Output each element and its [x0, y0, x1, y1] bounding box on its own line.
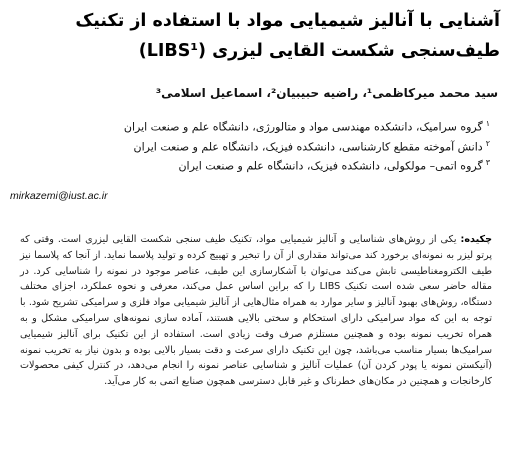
- abstract-label: چکیده:: [460, 234, 492, 245]
- abstract-body: یکی از روش‌های شناسایی و آنالیز شیمیایی مواد، تکنیک طیف سنجی شکست القایی لیزری است. وقتی که پرتو لیزر به نمونه‌ای برخورد کند می‌تواند مقداری از آن را تبخیر و تهییج کرده و تولید پلاسما نماید. از آنجا که پلاسما نیز طیف الکترومغناطیسی تابش می‌کند می‌توان با آشکارسازی این طیف، عناصر موجود در نمونه را شناسایی کرد. در مقاله حاضر سعی شده است تکنیک LIBS را که براین اساس عمل می‌کند، معرفی و نحوه عملکرد، اجزای مختلف دستگاه، روش‌های بهبود آنالیز و سایر موارد به همراه مثال‌هایی از آنالیز شیمیایی مواد فلزی و سرامیکی تشریح شود. با توجه به این که مواد سرامیکی دارای استحکام و سختی بالایی هستند، آماده سازی نمونه‌های سرامیکی مشکل و به همراه تخریب نمونه بوده و همچنین مستلزم صرف وقت زیادی است. استفاده از این تکنیک برای آنالیز شیمیایی سرامیک‌ها بسیار مناسب می‌باشد، چون این تکنیک دارای سرعت و دقت بسیار بالایی بوده و بدون نیاز به تخریب نمونه (آنیکستن نمونه یا پودر کردن آن) عملیات آنالیز و شناسایی عناصر نمونه را انجام می‌دهد، در کنترل کیفی محصولات کارخانجات و همچنین در مکان‌های خطرناک و غیر قابل دسترسی همچون صنایع اتمی به کار می‌آید.: [20, 234, 492, 388]
- author-email-link[interactable]: mirkazemi@iust.ac.ir: [10, 190, 108, 202]
- affiliation-text: گروه سرامیک، دانشکده مهندسی مواد و متالورژی، دانشگاه علم و صنعت ایران: [123, 120, 483, 134]
- affiliation-number: ۱: [485, 119, 490, 128]
- author-list: سید محمد میرکاظمی¹، راضیه حبیبیان²، اسماعیل اسلامی³: [155, 86, 498, 100]
- title-line-1: آشنایی با آنالیز شیمیایی مواد با استفاده از تکنیک: [75, 11, 500, 31]
- affiliation-text: دانش آموخته مقطع کارشناسی، دانشکده فیزیک، دانشگاه علم و صنعت ایران: [133, 140, 483, 153]
- affiliation-text: گروه اتمی– مولکولی، دانشکده فیزیک، دانشگاه علم و صنعت ایران: [178, 159, 483, 173]
- abstract: [20, 232, 492, 390]
- affiliation-number: ۲: [485, 138, 490, 148]
- paper-title: [8, 6, 500, 66]
- affiliation-3: [10, 153, 490, 173]
- affiliation-1: [10, 114, 490, 134]
- title-line-2: طیف‌سنجی شکست القایی لیزری (LIBS¹): [138, 41, 500, 61]
- affiliation-list: [10, 114, 490, 173]
- affiliation-2: [10, 134, 490, 154]
- affiliation-number: ۳: [485, 158, 490, 167]
